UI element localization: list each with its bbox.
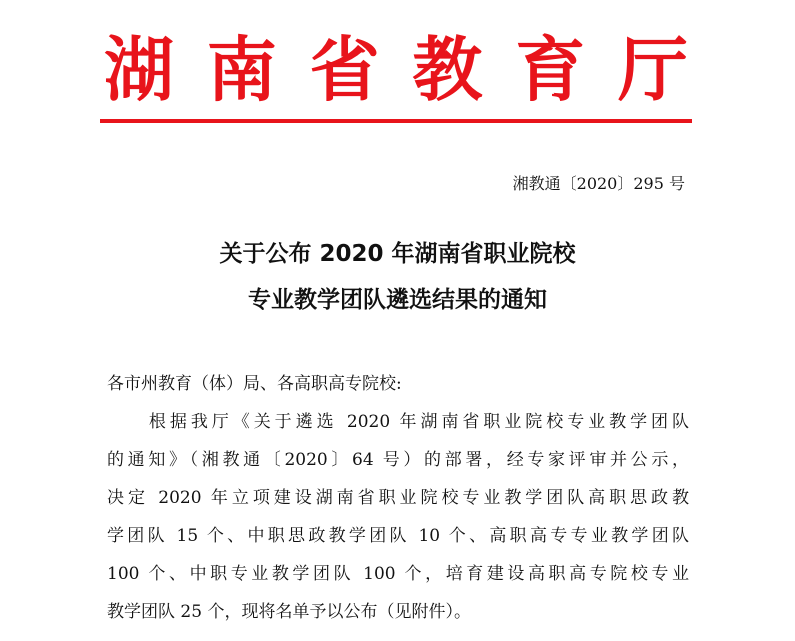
letterhead-title bbox=[100, 28, 692, 112]
body-paragraph-line: 100 个、中职专业教学团队 100 个，培育建设高职高专院校专业 bbox=[107, 564, 689, 584]
document-number: 湘教通〔2020〕295 号 bbox=[512, 174, 685, 193]
letterhead-divider bbox=[100, 119, 692, 123]
body-paragraph-line: 的通知》（湘教通〔2020〕64 号）的部署，经专家评审并公示， bbox=[107, 450, 689, 470]
letterhead-char: 省 bbox=[309, 28, 380, 111]
letterhead-char: 教 bbox=[412, 28, 483, 111]
body-paragraph-line: 学团队 15 个、中职思政教学团队 10 个、高职高专专业教学团队 bbox=[107, 526, 689, 546]
salutation: 各市州教育（体）局、各高职高专院校: bbox=[107, 374, 402, 394]
notice-title-line-1: 关于公布 2020 年湖南省职业院校 bbox=[219, 241, 576, 267]
body-paragraph-line: 决定 2020 年立项建设湖南省职业院校专业教学团队高职思政教 bbox=[107, 488, 689, 508]
letterhead-char: 厅 bbox=[617, 28, 688, 111]
body-paragraph-line: 根据我厅《关于遴选 2020 年湖南省职业院校专业教学团队 bbox=[107, 412, 689, 432]
letterhead-char: 南 bbox=[206, 28, 277, 111]
body-paragraph-line: 教学团队 25 个，现将名单予以公布（见附件）。 bbox=[107, 602, 471, 622]
notice-title-line-2: 专业教学团队遴选结果的通知 bbox=[248, 287, 547, 313]
letterhead-char: 湖 bbox=[104, 28, 174, 111]
letterhead-char: 育 bbox=[515, 28, 586, 111]
